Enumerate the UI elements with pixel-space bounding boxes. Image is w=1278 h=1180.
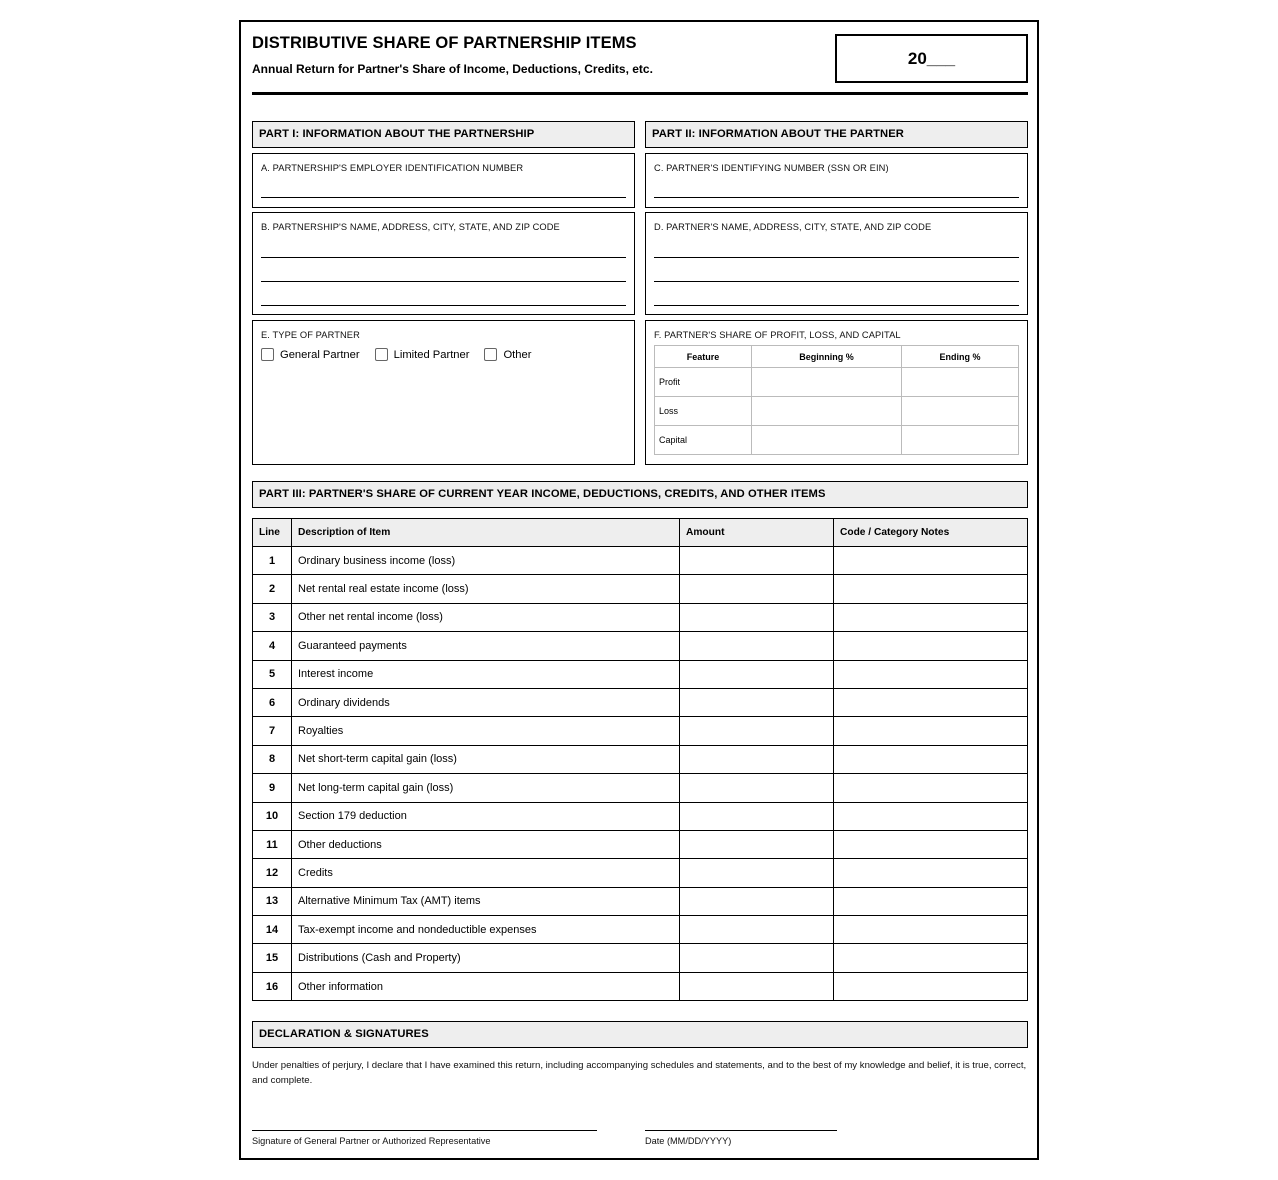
amount-cell[interactable] [680, 916, 834, 944]
notes-cell[interactable] [834, 859, 1028, 887]
form-title: DISTRIBUTIVE SHARE OF PARTNERSHIP ITEMS [252, 34, 637, 52]
table-row [253, 745, 1028, 773]
items-header-amount: Amount [680, 519, 834, 547]
limited-partner-checkbox[interactable] [375, 348, 388, 361]
notes-cell[interactable] [834, 603, 1028, 631]
limited-partner-label: Limited Partner [393, 348, 470, 361]
partnership-ein-box [252, 153, 635, 208]
items-table [252, 518, 1028, 1001]
table-row [253, 887, 1028, 915]
item-description: Guaranteed payments [292, 632, 680, 660]
line-number: 3 [253, 603, 292, 631]
signature-label: Signature of General Partner or Authorized Representative [252, 1136, 491, 1146]
line-number: 4 [253, 632, 292, 660]
notes-cell[interactable] [834, 944, 1028, 972]
capital-beginning-cell[interactable] [752, 426, 902, 455]
date-field[interactable] [645, 1130, 837, 1131]
declaration-text: Under penalties of perjury, I declare that I have examined this return, including accompanying schedules and statements, and to the best of my knowledge and belief, it is true, correct, and complete. [252, 1060, 1027, 1086]
notes-cell[interactable] [834, 688, 1028, 716]
partnership-ein-label: A. PARTNERSHIP'S EMPLOYER IDENTIFICATION NUMBER [261, 163, 524, 173]
partner-share-box [645, 320, 1028, 465]
line-number: 13 [253, 887, 292, 915]
partnership-address-line-3[interactable] [261, 305, 626, 306]
amount-cell[interactable] [680, 745, 834, 773]
item-description: Net short-term capital gain (loss) [292, 745, 680, 773]
item-description: Alternative Minimum Tax (AMT) items [292, 887, 680, 915]
item-description: Ordinary business income (loss) [292, 547, 680, 575]
notes-cell[interactable] [834, 916, 1028, 944]
line-number: 1 [253, 547, 292, 575]
table-row [253, 972, 1028, 1000]
share-row-capital [655, 426, 1019, 455]
table-row [253, 717, 1028, 745]
part1-heading: PART I: INFORMATION ABOUT THE PARTNERSHIP [252, 121, 635, 148]
item-description: Distributions (Cash and Property) [292, 944, 680, 972]
table-row [253, 859, 1028, 887]
notes-cell[interactable] [834, 717, 1028, 745]
tax-year-field[interactable]: 20___ [835, 34, 1028, 83]
item-description: Other information [292, 972, 680, 1000]
form-subtitle: Annual Return for Partner's Share of Income, Deductions, Credits, etc. [252, 62, 653, 76]
amount-cell[interactable] [680, 859, 834, 887]
notes-cell[interactable] [834, 745, 1028, 773]
table-row [253, 547, 1028, 575]
partner-id-field[interactable] [654, 197, 1019, 198]
notes-cell[interactable] [834, 632, 1028, 660]
partnership-address-label: B. PARTNERSHIP'S NAME, ADDRESS, CITY, STATE, AND ZIP CODE [261, 222, 560, 232]
item-description: Royalties [292, 717, 680, 745]
general-partner-option[interactable] [261, 348, 360, 361]
partner-type-box [252, 320, 635, 465]
amount-cell[interactable] [680, 887, 834, 915]
item-description: Tax-exempt income and nondeductible expenses [292, 916, 680, 944]
header-divider [252, 92, 1028, 95]
part3-heading: PART III: PARTNER'S SHARE OF CURRENT YEAR INCOME, DEDUCTIONS, CREDITS, AND OTHER ITEMS [252, 481, 1028, 508]
declaration-heading: DECLARATION & SIGNATURES [252, 1021, 1028, 1048]
partnership-address-box [252, 212, 635, 315]
amount-cell[interactable] [680, 774, 834, 802]
amount-cell[interactable] [680, 972, 834, 1000]
items-header-row [253, 519, 1028, 547]
date-label: Date (MM/DD/YYYY) [645, 1136, 732, 1146]
share-row-label: Capital [655, 426, 752, 455]
other-partner-option[interactable] [484, 348, 531, 361]
item-description: Net long-term capital gain (loss) [292, 774, 680, 802]
notes-cell[interactable] [834, 887, 1028, 915]
partner-type-label: E. TYPE OF PARTNER [261, 330, 360, 340]
item-description: Net rental real estate income (loss) [292, 575, 680, 603]
loss-beginning-cell[interactable] [752, 397, 902, 426]
line-number: 15 [253, 944, 292, 972]
item-description: Other deductions [292, 830, 680, 858]
amount-cell[interactable] [680, 830, 834, 858]
notes-cell[interactable] [834, 547, 1028, 575]
amount-cell[interactable] [680, 802, 834, 830]
notes-cell[interactable] [834, 972, 1028, 1000]
other-partner-label: Other [503, 348, 532, 361]
line-number: 8 [253, 745, 292, 773]
share-row-loss [655, 397, 1019, 426]
partner-address-box [645, 212, 1028, 315]
line-number: 9 [253, 774, 292, 802]
amount-cell[interactable] [680, 632, 834, 660]
partner-id-box [645, 153, 1028, 208]
share-header-ending: Ending % [902, 346, 1019, 368]
items-header-description: Description of Item [292, 519, 680, 547]
partner-id-label: C. PARTNER'S IDENTIFYING NUMBER (SSN OR EIN) [654, 163, 889, 173]
line-number: 14 [253, 916, 292, 944]
table-row [253, 632, 1028, 660]
amount-cell[interactable] [680, 944, 834, 972]
table-row [253, 688, 1028, 716]
partner-share-label: F. PARTNER'S SHARE OF PROFIT, LOSS, AND CAPITAL [654, 330, 901, 340]
amount-cell[interactable] [680, 603, 834, 631]
table-row [253, 802, 1028, 830]
partnership-address-line-1[interactable] [261, 257, 626, 258]
share-row-profit [655, 368, 1019, 397]
general-partner-checkbox[interactable] [261, 348, 274, 361]
item-description: Interest income [292, 660, 680, 688]
capital-ending-cell[interactable] [902, 426, 1019, 455]
form-page [239, 20, 1039, 1160]
form-header [252, 34, 1028, 96]
partner-share-table [654, 345, 1019, 455]
table-row [253, 575, 1028, 603]
notes-cell[interactable] [834, 802, 1028, 830]
table-row [253, 603, 1028, 631]
notes-cell[interactable] [834, 660, 1028, 688]
table-row [253, 944, 1028, 972]
partner-address-line-3[interactable] [654, 305, 1019, 306]
other-partner-checkbox[interactable] [484, 348, 497, 361]
table-row [253, 830, 1028, 858]
amount-cell[interactable] [680, 547, 834, 575]
partnership-ein-field[interactable] [261, 197, 626, 198]
item-description: Ordinary dividends [292, 688, 680, 716]
partnership-address-line-2[interactable] [261, 281, 626, 282]
partner-address-label: D. PARTNER'S NAME, ADDRESS, CITY, STATE, AND ZIP CODE [654, 222, 932, 232]
part2-heading: PART II: INFORMATION ABOUT THE PARTNER [645, 121, 1028, 148]
partner-address-line-2[interactable] [654, 281, 1019, 282]
profit-beginning-cell[interactable] [752, 368, 902, 397]
notes-cell[interactable] [834, 830, 1028, 858]
share-row-label: Profit [655, 368, 752, 397]
share-row-label: Loss [655, 397, 752, 426]
item-description: Other net rental income (loss) [292, 603, 680, 631]
item-description: Credits [292, 859, 680, 887]
signature-field[interactable] [252, 1130, 597, 1131]
item-description: Section 179 deduction [292, 802, 680, 830]
items-header-notes: Code / Category Notes [834, 519, 1028, 547]
line-number: 5 [253, 660, 292, 688]
items-header-line: Line [253, 519, 292, 547]
limited-partner-option[interactable] [375, 348, 470, 361]
table-row [253, 774, 1028, 802]
notes-cell[interactable] [834, 774, 1028, 802]
partner-type-options [261, 348, 546, 361]
line-number: 16 [253, 972, 292, 1000]
line-number: 7 [253, 717, 292, 745]
share-header-feature: Feature [655, 346, 752, 368]
profit-ending-cell[interactable] [902, 368, 1019, 397]
amount-cell[interactable] [680, 660, 834, 688]
general-partner-label: General Partner [280, 348, 360, 361]
table-row [253, 660, 1028, 688]
table-row [253, 916, 1028, 944]
share-header-row [655, 346, 1019, 368]
line-number: 10 [253, 802, 292, 830]
amount-cell[interactable] [680, 717, 834, 745]
line-number: 11 [253, 830, 292, 858]
items-body [253, 547, 1028, 1001]
share-header-beginning: Beginning % [752, 346, 902, 368]
line-number: 12 [253, 859, 292, 887]
line-number: 2 [253, 575, 292, 603]
line-number: 6 [253, 688, 292, 716]
notes-cell[interactable] [834, 575, 1028, 603]
loss-ending-cell[interactable] [902, 397, 1019, 426]
amount-cell[interactable] [680, 575, 834, 603]
amount-cell[interactable] [680, 688, 834, 716]
partner-address-line-1[interactable] [654, 257, 1019, 258]
